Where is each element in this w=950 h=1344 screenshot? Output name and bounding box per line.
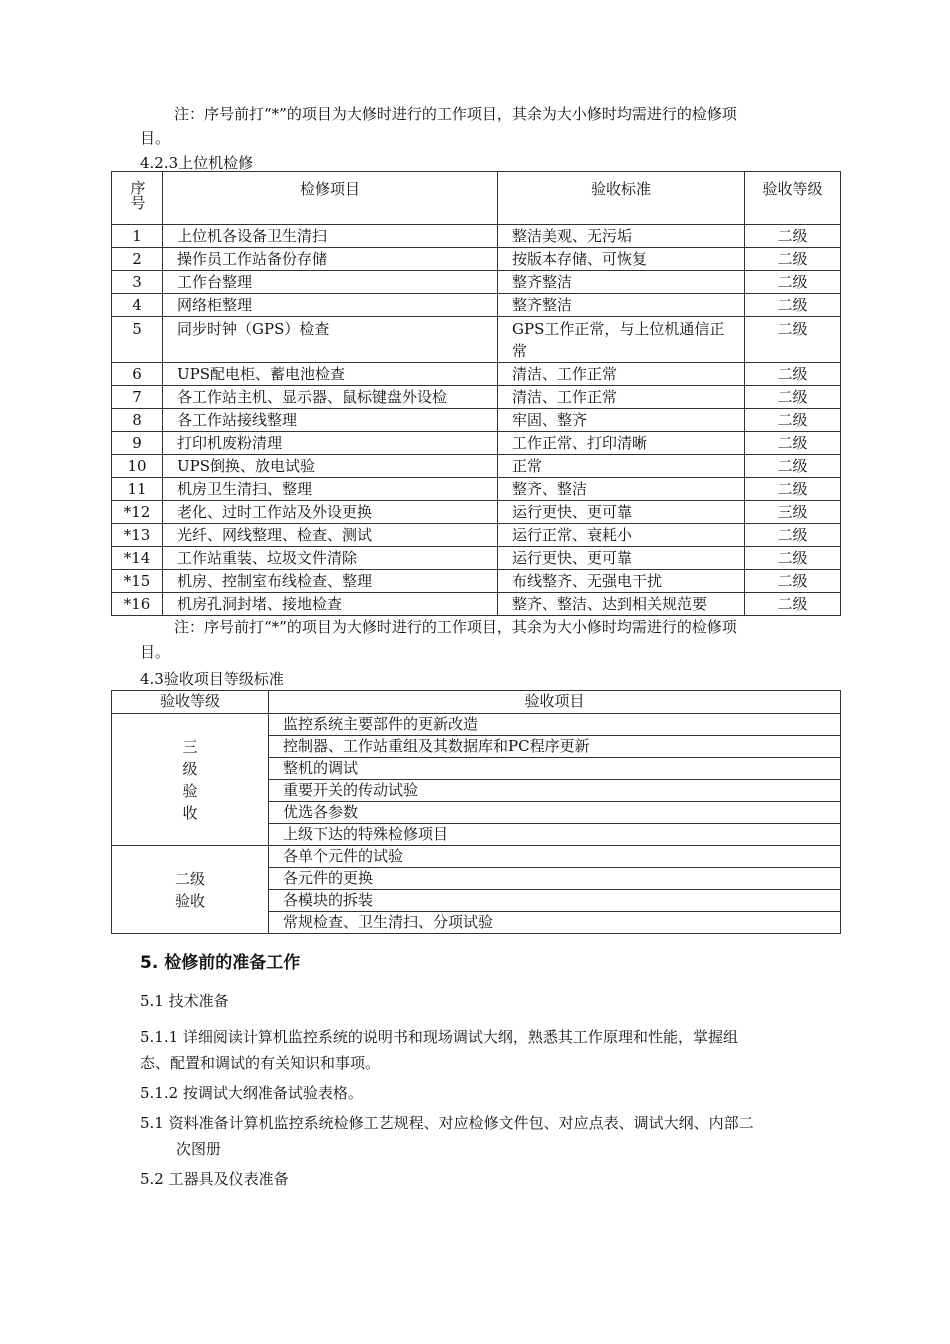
row-standard: 按版本存储、可恢复: [498, 248, 745, 271]
grade-three-label-line: 级: [182, 759, 198, 778]
table-row: [112, 225, 841, 248]
table-row: [112, 271, 841, 294]
row-number: 10: [112, 455, 163, 478]
row-item: 各工作站接线整理: [163, 409, 498, 432]
row-number: 7: [112, 386, 163, 409]
row-number: 8: [112, 409, 163, 432]
table-row: [112, 455, 841, 478]
table-row: [112, 248, 841, 271]
row-standard: 运行更快、更可靠: [498, 547, 745, 570]
section-heading-5: 5. 检修前的准备工作: [140, 953, 301, 973]
table-row: [112, 547, 841, 570]
row-number: 6: [112, 363, 163, 386]
row-level: 二级: [745, 432, 841, 455]
row-level: 二级: [745, 478, 841, 501]
table-row: [112, 363, 841, 386]
row-item: 网络柜整理: [163, 294, 498, 317]
header-standard: 验收标准: [498, 172, 745, 225]
row-number: *12: [112, 501, 163, 524]
acceptance-item: 控制器、工作站重组及其数据库和PC程序更新: [269, 736, 841, 758]
paragraph-5-1-1-line1: 5.1.1 详细阅读计算机监控系统的说明书和现场调试大纲，熟悉其工作原理和性能，掌握组: [140, 1028, 738, 1046]
row-item: 机房卫生清扫、整理: [163, 478, 498, 501]
section-heading-4-3: 4.3验收项目等级标准: [140, 670, 284, 688]
table-row: [112, 317, 841, 363]
table-row: [112, 524, 841, 547]
acceptance-item: 优选各参数: [269, 802, 841, 824]
row-number: 4: [112, 294, 163, 317]
row-standard: 清洁、工作正常: [498, 386, 745, 409]
table-header-row: [112, 172, 841, 225]
row-level: 二级: [745, 317, 841, 363]
row-number: 3: [112, 271, 163, 294]
grade-three-label-line: 三: [182, 737, 198, 756]
row-item: 光纤、网线整理、检查、测试: [163, 524, 498, 547]
grade-three-label-line: 验: [182, 781, 198, 800]
row-standard: 整齐整洁: [498, 271, 745, 294]
paragraph-5-1: 5.1 技术准备: [140, 992, 229, 1010]
row-level: 二级: [745, 225, 841, 248]
row-level: 二级: [745, 248, 841, 271]
table-row: [112, 478, 841, 501]
row-item: 机房、控制室布线检查、整理: [163, 570, 498, 593]
table-row: [112, 846, 841, 868]
row-level: 二级: [745, 455, 841, 478]
header-acceptance-level: 验收等级: [112, 691, 269, 714]
grade-two-label: [112, 846, 269, 934]
row-number: 11: [112, 478, 163, 501]
row-number: 2: [112, 248, 163, 271]
table-row: [112, 409, 841, 432]
row-number: 1: [112, 225, 163, 248]
row-standard: 整齐整洁: [498, 294, 745, 317]
row-standard: 整齐、整洁: [498, 478, 745, 501]
acceptance-item: 各模块的拆装: [269, 890, 841, 912]
row-standard: 整洁美观、无污垢: [498, 225, 745, 248]
row-level: 二级: [745, 547, 841, 570]
row-level: 二级: [745, 271, 841, 294]
paragraph-5-1-2: 5.1.2 按调试大纲准备试验表格。: [140, 1084, 363, 1102]
row-standard: 牢固、整齐: [498, 409, 745, 432]
header-number: 序号: [112, 172, 163, 225]
row-level: 二级: [745, 409, 841, 432]
row-level: 三级: [745, 501, 841, 524]
acceptance-level-table: [111, 690, 841, 934]
row-level: 二级: [745, 524, 841, 547]
row-standard: 正常: [498, 455, 745, 478]
grade-two-label-line: 二级: [174, 869, 205, 888]
row-level: 二级: [745, 294, 841, 317]
row-level: 二级: [745, 570, 841, 593]
table-row: [112, 386, 841, 409]
acceptance-item: 常规检查、卫生清扫、分项试验: [269, 912, 841, 934]
row-level: 二级: [745, 386, 841, 409]
paragraph-data-prep-line1: 5.1 资料准备计算机监控系统检修工艺规程、对应检修文件包、对应点表、调试大纲、内部二: [140, 1114, 754, 1132]
row-number: *16: [112, 593, 163, 616]
row-number: 9: [112, 432, 163, 455]
row-item: 工作站重装、垃圾文件清除: [163, 547, 498, 570]
row-standard: 工作正常、打印清晰: [498, 432, 745, 455]
row-number: *13: [112, 524, 163, 547]
section-heading-4-2-3: 4.2.3上位机检修: [140, 154, 254, 172]
inspection-table: [111, 171, 841, 616]
table-header-row: [112, 691, 841, 714]
table-row: [112, 432, 841, 455]
note-top-line2: 目。: [140, 129, 171, 147]
row-item: UPS配电柜、蓄电池检查: [163, 363, 498, 386]
table-row: [112, 593, 841, 616]
row-item: 同步时钟（GPS）检查: [163, 317, 498, 363]
paragraph-data-prep-line2: 次图册: [176, 1140, 222, 1158]
paragraph-5-1-1-line2: 态、配置和调试的有关知识和事项。: [140, 1054, 381, 1072]
acceptance-item: 各单个元件的试验: [269, 846, 841, 868]
note-mid-line2: 目。: [140, 643, 171, 661]
grade-three-label-line: 收: [182, 803, 198, 822]
row-item: 打印机废粉清理: [163, 432, 498, 455]
acceptance-item: 重要开关的传动试验: [269, 780, 841, 802]
row-standard: 运行更快、更可靠: [498, 501, 745, 524]
row-level: 二级: [745, 593, 841, 616]
acceptance-item: 整机的调试: [269, 758, 841, 780]
row-item: 各工作站主机、显示器、鼠标键盘外设检: [163, 386, 498, 409]
row-level: 二级: [745, 363, 841, 386]
row-number: *15: [112, 570, 163, 593]
row-standard: GPS工作正常，与上位机通信正常: [498, 317, 745, 363]
note-mid-line1: 注：序号前打“*”的项目为大修时进行的工作项目，其余为大小修时均需进行的检修项: [174, 618, 737, 636]
acceptance-item: 各元件的更换: [269, 868, 841, 890]
row-item: 操作员工作站备份存储: [163, 248, 498, 271]
acceptance-item: 上级下达的特殊检修项目: [269, 824, 841, 846]
row-number: *14: [112, 547, 163, 570]
table-row: [112, 714, 841, 736]
table-row: [112, 501, 841, 524]
row-item: 机房孔洞封堵、接地检查: [163, 593, 498, 616]
header-level: 验收等级: [745, 172, 841, 225]
acceptance-item: 监控系统主要部件的更新改造: [269, 714, 841, 736]
row-item: 老化、过时工作站及外设更换: [163, 501, 498, 524]
header-acceptance-item: 验收项目: [269, 691, 841, 714]
table-row: [112, 294, 841, 317]
paragraph-5-2: 5.2 工器具及仪表准备: [140, 1170, 289, 1188]
grade-two-label-line: 验收: [174, 891, 205, 910]
grade-three-label: [112, 714, 269, 846]
note-top-line1: 注：序号前打“*”的项目为大修时进行的工作项目，其余为大小修时均需进行的检修项: [174, 105, 737, 123]
row-standard: 布线整齐、无强电干扰: [498, 570, 745, 593]
table-row: [112, 570, 841, 593]
row-standard: 运行正常、衰耗小: [498, 524, 745, 547]
row-item: 工作台整理: [163, 271, 498, 294]
header-item: 检修项目: [163, 172, 498, 225]
row-number: 5: [112, 317, 163, 363]
row-standard: 整齐、整洁、达到相关规范要: [498, 593, 745, 616]
row-item: UPS倒换、放电试验: [163, 455, 498, 478]
row-standard: 清洁、工作正常: [498, 363, 745, 386]
row-item: 上位机各设备卫生清扫: [163, 225, 498, 248]
